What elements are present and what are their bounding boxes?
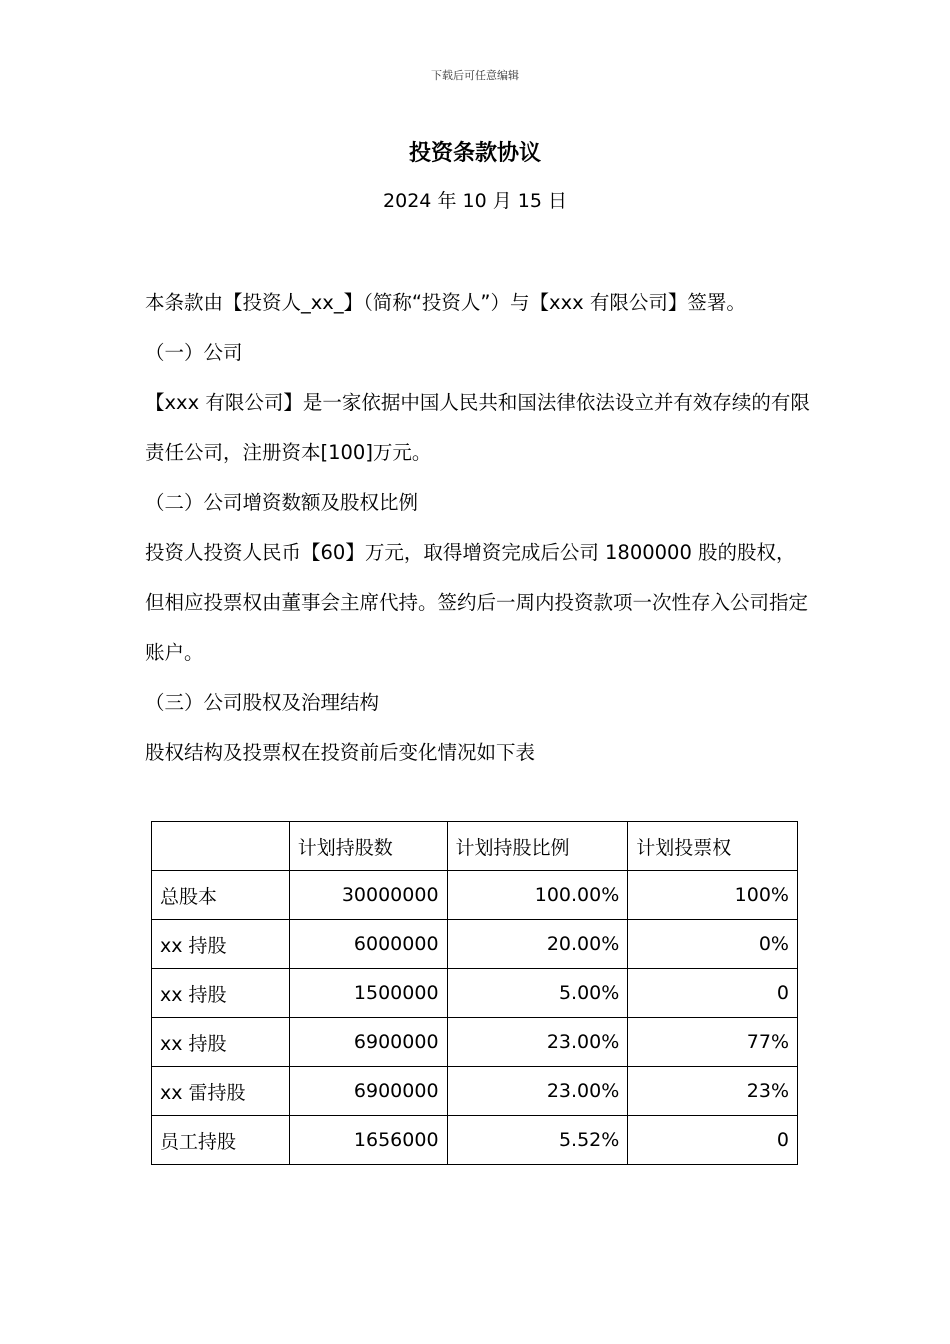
table-cell: 6000000 <box>289 920 447 969</box>
equity-table <box>151 821 798 1165</box>
table-row <box>152 1067 798 1116</box>
table-cell: 5.52% <box>447 1116 628 1165</box>
table-cell: 77% <box>628 1018 798 1067</box>
table-header-cell <box>152 822 290 871</box>
table-cell: 6900000 <box>289 1018 447 1067</box>
table-cell: 100% <box>628 871 798 920</box>
table-cell: 5.00% <box>447 969 628 1018</box>
table-row <box>152 871 798 920</box>
table-cell: 员工持股 <box>152 1116 290 1165</box>
table-cell: xx 持股 <box>152 969 290 1018</box>
table-header-cell: 计划投票权 <box>628 822 798 871</box>
header-note: 下载后可任意编辑 <box>431 69 519 82</box>
table-cell: xx 持股 <box>152 920 290 969</box>
table-row <box>152 969 798 1018</box>
table-cell: 23.00% <box>447 1018 628 1067</box>
document-date: 2024 年 10 月 15 日 <box>383 190 567 212</box>
table-header-row <box>152 822 798 871</box>
table-cell: 20.00% <box>447 920 628 969</box>
table-cell: xx 雷持股 <box>152 1067 290 1116</box>
table-row <box>152 920 798 969</box>
table-cell: 总股本 <box>152 871 290 920</box>
table-header-cell: 计划持股数 <box>289 822 447 871</box>
table-row <box>152 1018 798 1067</box>
table-cell: xx 持股 <box>152 1018 290 1067</box>
investment-paragraph: 投资人投资人民币【60】万元，取得增资完成后公司 1800000 股的股权，但相应投票权由董事会主席代持。签约后一周内投资款项一次性存入公司指定账户。 <box>145 541 809 664</box>
company-paragraph: 【xxx 有限公司】是一家依据中国人民共和国法律依法设立并有效存续的有限责任公司，注册资本[100]万元。 <box>145 391 810 464</box>
table-cell: 0 <box>628 969 798 1018</box>
section-heading-governance: （三）公司股权及治理结构 <box>145 691 380 714</box>
table-cell: 30000000 <box>289 871 447 920</box>
table-header-cell: 计划持股比例 <box>447 822 628 871</box>
table-cell: 23.00% <box>447 1067 628 1116</box>
table-cell: 6900000 <box>289 1067 447 1116</box>
document-title: 投资条款协议 <box>408 141 541 166</box>
document-body <box>145 278 810 778</box>
table-cell: 23% <box>628 1067 798 1116</box>
section-heading-company: （一）公司 <box>145 341 243 364</box>
intro-paragraph: 本条款由【投资人_xx_】（简称“投资人”）与【xxx 有限公司】签署。 <box>145 291 746 314</box>
table-cell: 1500000 <box>289 969 447 1018</box>
table-row <box>152 1116 798 1165</box>
table-cell: 0 <box>628 1116 798 1165</box>
table-caption: 股权结构及投票权在投资前后变化情况如下表 <box>145 741 536 764</box>
table-cell: 0% <box>628 920 798 969</box>
section-heading-capital-increase: （二）公司增资数额及股权比例 <box>145 491 419 514</box>
table-cell: 100.00% <box>447 871 628 920</box>
table-cell: 1656000 <box>289 1116 447 1165</box>
